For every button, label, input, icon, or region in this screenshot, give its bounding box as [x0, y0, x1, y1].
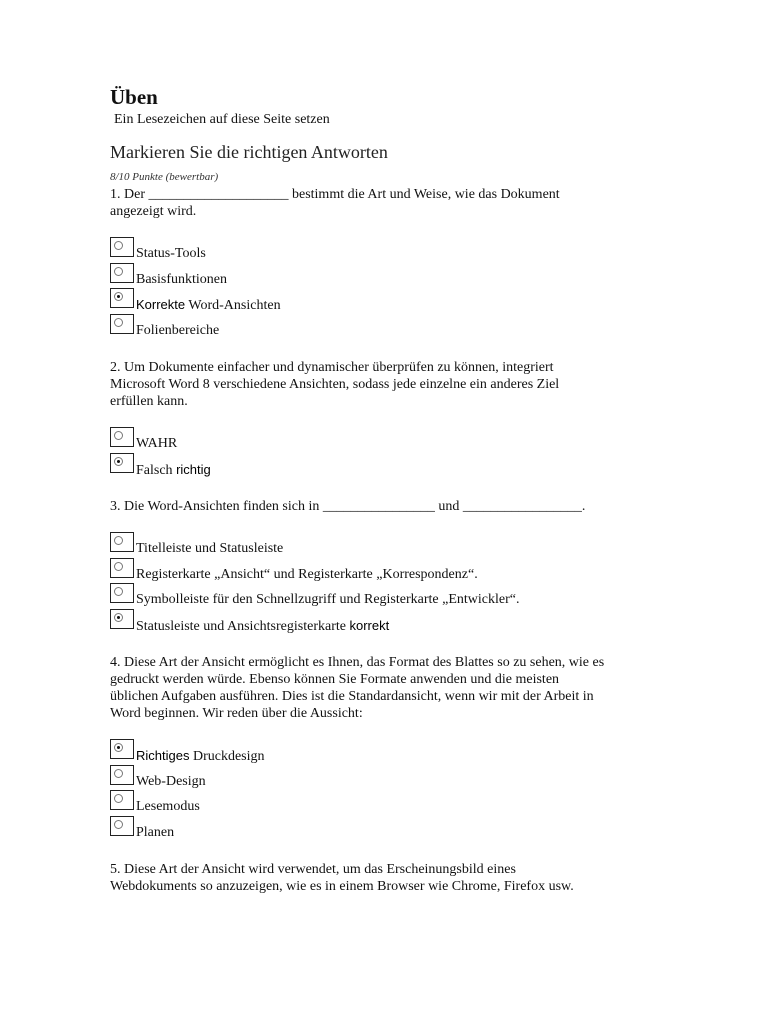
radio-button[interactable] — [114, 562, 123, 571]
option-label: Folienbereiche — [136, 322, 220, 338]
question-line: 2. Um Dokumente einfacher und dynamischer überprüfen zu können, integriert — [110, 360, 554, 375]
radio-button[interactable] — [114, 820, 123, 829]
radio-button[interactable] — [114, 267, 123, 276]
option-label: Basisfunktionen — [136, 271, 227, 287]
option-label: Status-Tools — [136, 246, 206, 261]
page-title: Üben — [110, 85, 158, 109]
option-planen[interactable] — [110, 816, 670, 842]
option-text: Statusleiste und Ansichtsregisterkarte — [136, 618, 350, 634]
option-label: Symbolleiste für den Schnellzugriff und Registerkarte „Entwickler“. — [136, 592, 520, 607]
option-label: Planen — [136, 824, 175, 840]
question-text — [110, 186, 670, 220]
radio-box — [110, 816, 134, 836]
bookmark-link[interactable]: Ein Lesezeichen auf diese Seite setzen — [114, 112, 330, 127]
radio-button-selected[interactable] — [114, 613, 123, 622]
quiz-heading: Markieren Sie die richtigen Antworten — [110, 142, 388, 162]
question-line: 1. Der ____________________ bestimmt die Art und Weise, wie das Dokument — [110, 187, 560, 202]
question-text — [110, 498, 670, 515]
question-5 — [110, 861, 670, 895]
question-2 — [110, 359, 670, 478]
option-folienbereiche[interactable] — [110, 314, 670, 340]
question-text — [110, 654, 670, 722]
score-label: 8/10 Punkte (bewertbar) — [110, 171, 219, 183]
option-label: Registerkarte „Ansicht“ und Registerkarte „Korrespondenz“. — [136, 566, 478, 582]
option-word-ansichten[interactable] — [110, 288, 670, 314]
option-label — [136, 747, 265, 765]
option-label: Lesemodus — [136, 799, 200, 814]
radio-box — [110, 583, 134, 603]
question-4 — [110, 654, 670, 841]
option-druckdesign[interactable] — [110, 739, 670, 765]
option-label — [136, 296, 281, 314]
radio-box — [110, 427, 134, 447]
radio-button[interactable] — [114, 587, 123, 596]
question-1 — [110, 186, 670, 339]
option-label: WAHR — [136, 436, 178, 451]
question-line: üblichen Aufgaben ausführen. Dies ist die Standardansicht, wenn wir mit der Arbeit in — [110, 689, 594, 704]
answer-options — [110, 739, 670, 841]
option-wahr[interactable] — [110, 427, 670, 453]
option-basisfunktionen[interactable] — [110, 263, 670, 289]
radio-button-selected[interactable] — [114, 457, 123, 466]
question-line: angezeigt wird. — [110, 204, 197, 219]
radio-box — [110, 288, 134, 308]
option-label: Titelleiste und Statusleiste — [136, 541, 284, 556]
correct-marker: Richtiges — [136, 748, 190, 763]
option-registerkarte-ansicht[interactable] — [110, 558, 670, 584]
radio-box — [110, 790, 134, 810]
question-3 — [110, 498, 670, 634]
radio-button[interactable] — [114, 769, 123, 778]
question-text — [110, 861, 670, 895]
option-lesemodus[interactable] — [110, 790, 670, 816]
quiz-page — [110, 84, 670, 895]
radio-box — [110, 263, 134, 283]
answer-options — [110, 427, 670, 478]
radio-box — [110, 739, 134, 759]
radio-button[interactable] — [114, 431, 123, 440]
radio-button[interactable] — [114, 318, 123, 327]
radio-button[interactable] — [114, 794, 123, 803]
option-text: Druckdesign — [189, 749, 265, 764]
option-text: Falsch — [136, 462, 177, 478]
radio-box — [110, 532, 134, 552]
question-line: 4. Diese Art der Ansicht ermöglicht es Ihnen, das Format des Blattes so zu sehen, wie es — [110, 655, 605, 670]
radio-box — [110, 765, 134, 785]
question-line: 3. Die Word-Ansichten finden sich in ________________ und _________________. — [110, 499, 586, 514]
question-line: 5. Diese Art der Ansicht wird verwendet, um das Erscheinungsbild eines — [110, 862, 516, 877]
option-status-tools[interactable] — [110, 237, 670, 263]
radio-box — [110, 314, 134, 334]
question-line: Microsoft Word 8 verschiedene Ansichten, sodass jede einzelne ein anderes Ziel — [110, 377, 560, 392]
radio-button-selected[interactable] — [114, 292, 123, 301]
option-statusleiste[interactable] — [110, 609, 670, 635]
radio-box — [110, 558, 134, 578]
radio-button-selected[interactable] — [114, 743, 123, 752]
option-web-design[interactable] — [110, 765, 670, 791]
correct-marker: Korrekte — [136, 297, 186, 312]
option-label — [136, 617, 389, 635]
question-line: Word beginnen. Wir reden über die Aussicht: — [110, 706, 363, 721]
option-symbolleiste[interactable] — [110, 583, 670, 609]
option-falsch[interactable] — [110, 453, 670, 479]
question-line: gedruckt werden würde. Ebenso können Sie Formate anwenden und die meisten — [110, 672, 560, 687]
option-label — [136, 461, 211, 479]
question-line: erfüllen kann. — [110, 394, 188, 409]
answer-options — [110, 532, 670, 634]
radio-box — [110, 237, 134, 257]
radio-button[interactable] — [114, 536, 123, 545]
radio-button[interactable] — [114, 241, 123, 250]
question-line: Webdokuments so anzuzeigen, wie es in einem Browser wie Chrome, Firefox usw. — [110, 879, 574, 894]
option-label: Web-Design — [136, 773, 206, 789]
radio-box — [110, 453, 134, 473]
correct-marker: korrekt — [349, 617, 390, 633]
correct-marker: richtig — [176, 461, 211, 477]
answer-options — [110, 237, 670, 339]
question-text — [110, 359, 670, 410]
option-text: Word-Ansichten — [185, 298, 281, 313]
option-titelleiste[interactable] — [110, 532, 670, 558]
radio-box — [110, 609, 134, 629]
